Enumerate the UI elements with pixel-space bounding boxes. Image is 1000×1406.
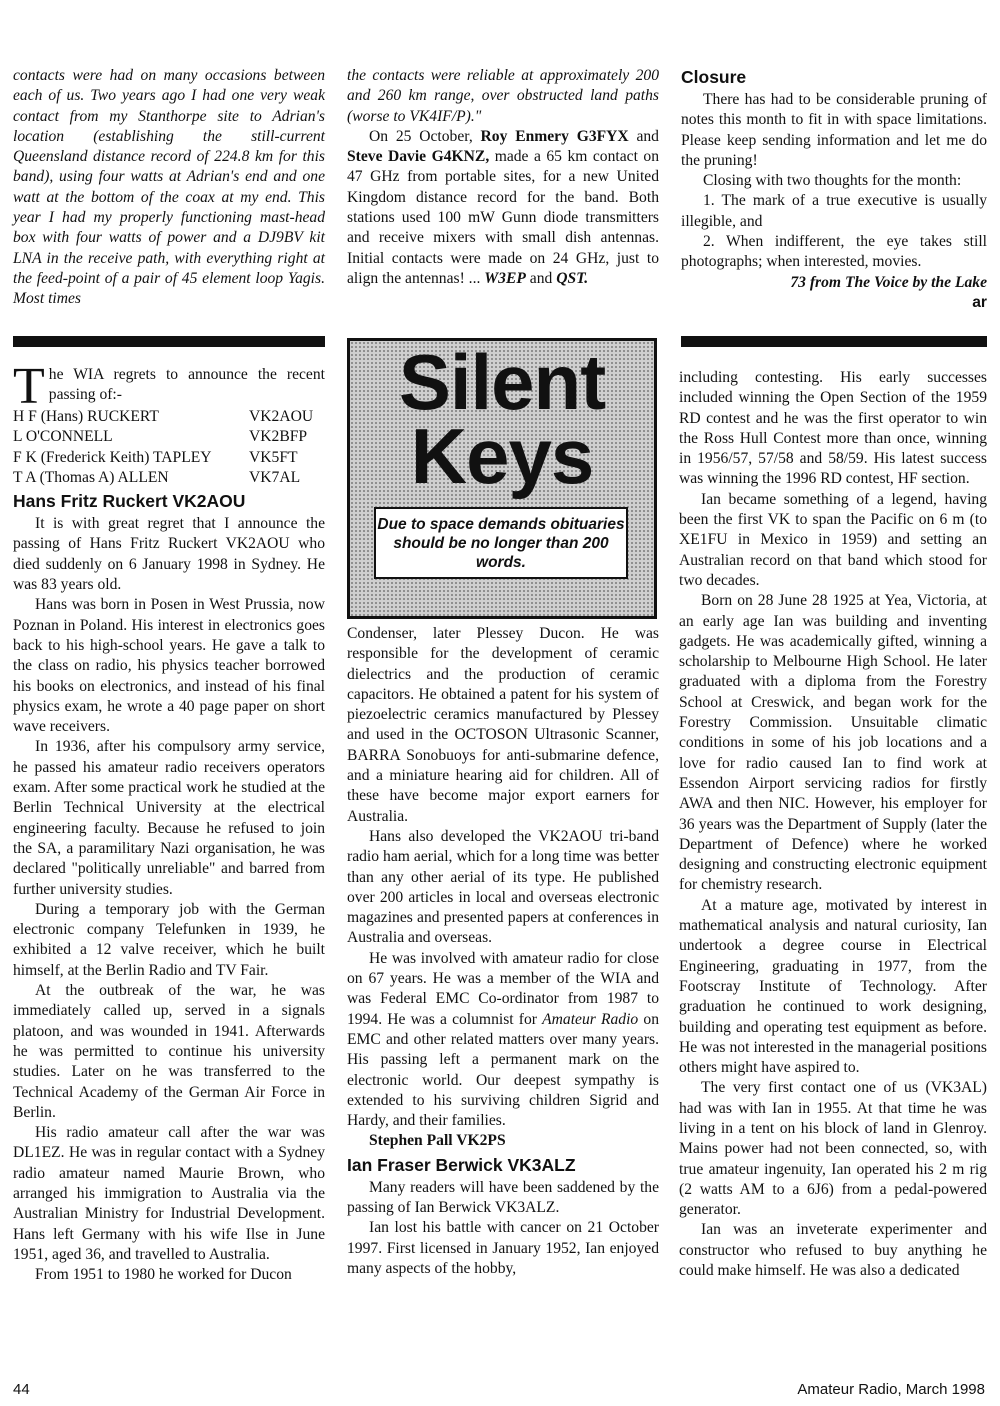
vhf-notes-quote: the contacts were reliable at approximately 200 and 260 km range, over obstructed land paths (worse to VK4IF/P).": [347, 67, 659, 125]
silent-keys-banner: [347, 338, 657, 619]
hans-paragraph: At the outbreak of the war, he was immediately called up, served in a signals platoon, and was wounded in 1941. Afterwards he was permitted to continue his university studies. Later on he was transferred to the Technical Academy of the German Air Force in Berlin.: [13, 982, 325, 1121]
ian-paragraph: Born on 28 June 28 1925 at Yea, Victoria, at an early age Ian was building and inventing gadgets. He was academically gifted, winning a scholarship to Melbourne High School. He later graduated with a diploma from the Forestry School at Creswick, and began work for the Forestry Commission. Unsuitable climatic conditions in some of his job locations and a love for radio caused Ian to find work at Essendon Airport servicing radios for firstly AWA and then NIC. However, his employer for 36 years was the Department of Supply (later the Department of Defence) where he worked designing and constructing electronic equipment for chemistry research.: [679, 592, 987, 894]
page-number: 44: [13, 1381, 30, 1398]
uk-record-paragraph: [347, 127, 659, 289]
ian-paragraph: The very first contact one of us (VK3AL) had was with Ian in 1955. At that time he was living in a tent on his block of land in Glenroy. Mains power had not been connected, so, with true amateur ingenuity, Ian operated his 2 m rig (2 watts AM to a 6J6) from a pedal-powered generator.: [679, 1079, 987, 1219]
end-mark: ar: [972, 293, 987, 311]
hans-paragraph: Hans also developed the VK2AOU tri-band radio ham aerial, which for a long time was better than any other aerial of its type. He published over 200 articles in local and overseas electronic magazines and presented papers at conferences in Australia and overseas.: [347, 827, 659, 947]
ian-paragraph: including contesting. His early successes included winning the Open Section of the 1959 RD contest and he was the first operator to win the Ross Hull Contest more than once, winning in 1956/57, 57/58 and 58/59. His latest success was winning the 1996 RD contest, HF section.: [679, 369, 987, 488]
ian-paragraph: Ian was an inveterate experimenter and constructor who refused to buy anything he could make himself. He was also a dedicated: [679, 1221, 987, 1280]
hans-paragraph: In 1936, after his compulsory army service, he passed his amateur radio receivers operators exam. After some practical work he studied at the Berlin Technical University at the electrical engineering faculty. Because he refused to join the SA, a paramilitary Nazi organisation, he was declared "politically unreliable" and barred from further university studies.: [13, 738, 325, 898]
ian-heading: Ian Fraser Berwick VK3ALZ: [347, 1154, 576, 1175]
hans-paragraph: From 1951 to 1980 he worked for Ducon: [35, 1266, 292, 1284]
member-callsign: VK5FT: [249, 448, 298, 466]
top-column-2: [347, 66, 659, 289]
member-name: L O'CONNELL: [13, 428, 113, 446]
drop-cap: T: [13, 358, 45, 415]
member-name: T A (Thomas A) ALLEN: [13, 468, 169, 486]
closure-paragraph: 2. When indifferent, the eye takes still photographs; when interested, movies.: [681, 233, 987, 271]
passing-list: [13, 407, 325, 488]
ian-paragraph: At a mature age, motivated by interest in mathematical analysis and natural curiosity, Ian undertook a degree course in Electrical Engineering, graduating in 1977, from the Footscray Institute of Technology. After graduation he continued to work designing, building and operating test equipment as before. He was not interested in the managerial positions others might have aspired to.: [679, 896, 987, 1077]
obituary-column-3: [679, 368, 987, 1281]
text-run: He was involved with amateur radio for close on 67 years. He was a member of the WIA and was Federal EMC Co-ordinator from 1987 to 1994. He was a columnist for: [347, 949, 659, 1028]
passing-list-item: [13, 407, 325, 427]
closure-signoff: 73 from The Voice by the Lake: [790, 273, 987, 291]
text-run: and: [628, 127, 659, 145]
intro-text: he WIA regrets to announce the recent passing of:-: [48, 366, 325, 404]
member-callsign: VK2AOU: [249, 408, 314, 425]
text-run: made a 65 km contact on 47 GHz from portable sites, for a new United Kingdom distance record for the band. Both stations used 100 mW Gunn diode transmitters and receive mixers with small dish antennas. Initial contacts were made on 24 GHz, just to align the antennas! ...: [347, 148, 659, 287]
ian-paragraph: Many readers will have been saddened by the passing of Ian Berwick VK3ALZ.: [347, 1178, 659, 1217]
hans-paragraph: Condenser, later Plessey Ducon. He was responsible for the development of ceramic dielectrics and the production of ceramic capacitors. He obtained a patent for his system of piezoelectric ceramics manufactured by Plessey and used in the OCTOSON Ultrasonic Scanner, BARRA Sonobuoys for anti-submarine defence, and a miniature hearing aid for children. All of these have become major export earners for Australia.: [347, 625, 659, 825]
ian-paragraph: Ian lost his battle with cancer on 21 October 1997. First licensed in January 1952, Ian enjoyed many aspects of the hobby,: [347, 1219, 659, 1277]
hans-paragraph: It is with great regret that I announce the passing of Hans Fritz Ruckert VK2AOU who died suddenly on 6 January 1998 in Sydney. He was 83 years old.: [13, 515, 325, 594]
closure-paragraph: There has had to be considerable pruning of notes this month to fit in with space limitations. Please keep sending information and let me do the pruning!: [681, 91, 987, 169]
closure-paragraph: 1. The mark of a true executive is usually illegible, and: [681, 192, 987, 230]
top-column-3: [681, 66, 987, 313]
obituary-column-1: [13, 358, 325, 1285]
passing-list-item: [13, 427, 325, 447]
source-credit: QST.: [556, 269, 589, 287]
member-callsign: VK2BFP: [249, 428, 308, 446]
publication-footer: Amateur Radio, March 1998: [797, 1381, 985, 1398]
passing-intro: [13, 358, 325, 415]
obituary-column-2: [347, 624, 659, 1279]
hans-paragraph: Hans was born in Posen in West Prussia, now Poznan in Poland. His interest in electronics goes back to his high-school years. He gave a talk to the class on radio, his physics teacher borrowed his books on electronics, and instead of his final physics exam, he wrote a 40 page paper on short wave receivers.: [13, 596, 325, 736]
section-rule-left: [13, 336, 325, 347]
hans-paragraph: During a temporary job with the German electronic company Telefunken in 1939, he exhibited a 12 valve receiver, which he built himself, at the Berlin Radio and TV Fair.: [13, 900, 325, 979]
text-run: on EMC and other related matters over many years. His passing left a permanent mark on the electronic world. Our deepest sympathy is extended to his surviving children Sigrid and Hardy, and their families.: [347, 1010, 659, 1130]
vhf-notes-continued: contacts were had on many occasions between each of us. Two years ago I had one very weak contact from my Stanthorpe site to Adrian's location (establishing the still-current Queensland distance record of 224.8 km for this band), using four watts at Adrian's end and one watt at the bottom of the coax at my end. This year I had my properly functioning mast-head box with four watts of power and a DJ9BV kit LNA in the receive path, with everything right at the feed-point of a pair of 45 element loop Yagis. Most times: [13, 67, 325, 308]
text-run: On 25 October,: [369, 127, 481, 145]
operator-name: Roy Enmery G3FYX: [480, 127, 629, 145]
banner-title-line-1: Silent: [398, 338, 606, 426]
member-callsign: VK7AL: [249, 468, 301, 486]
closure-heading: Closure: [681, 67, 747, 87]
banner-notice: Due to space demands obituaries should be no longer than 200 words.: [374, 507, 628, 579]
passing-list-item: [13, 468, 325, 488]
ian-paragraph: Ian became something of a legend, having been the first VK to span the Pacific on 6 m (to XE1FU in Mexico in 1959) and setting an Australian record on that band which stood for two decades.: [679, 490, 987, 589]
hans-signoff: Stephen Pall VK2PS: [369, 1132, 506, 1150]
source-credit: W3EP: [484, 269, 526, 287]
banner-title-line-2: Keys: [410, 412, 594, 500]
section-rule-right: [681, 336, 987, 347]
hans-heading: Hans Fritz Ruckert VK2AOU: [13, 491, 246, 512]
operator-name: Steve Davie G4KNZ,: [347, 148, 490, 166]
member-name: H F (Hans) RUCKERT: [13, 408, 159, 425]
closure-paragraph: Closing with two thoughts for the month:: [703, 172, 962, 190]
member-name: F K (Frederick Keith) TAPLEY: [13, 448, 212, 466]
magazine-title: Amateur Radio: [542, 1010, 639, 1028]
passing-list-item: [13, 448, 325, 468]
hans-paragraph: [347, 949, 659, 1132]
top-column-1: [13, 66, 325, 310]
text-run: and: [525, 269, 557, 287]
hans-paragraph: His radio amateur call after the war was DL1EZ. He was in regular contact with a Sydney radio amateur named Maurie Brown, who arranged his immigration to Australia via the Australian Ministry for Industrial Development. Hans left Germany with his wife Ilse in June 1951, aged 36, and travelled to Australia.: [13, 1124, 325, 1263]
